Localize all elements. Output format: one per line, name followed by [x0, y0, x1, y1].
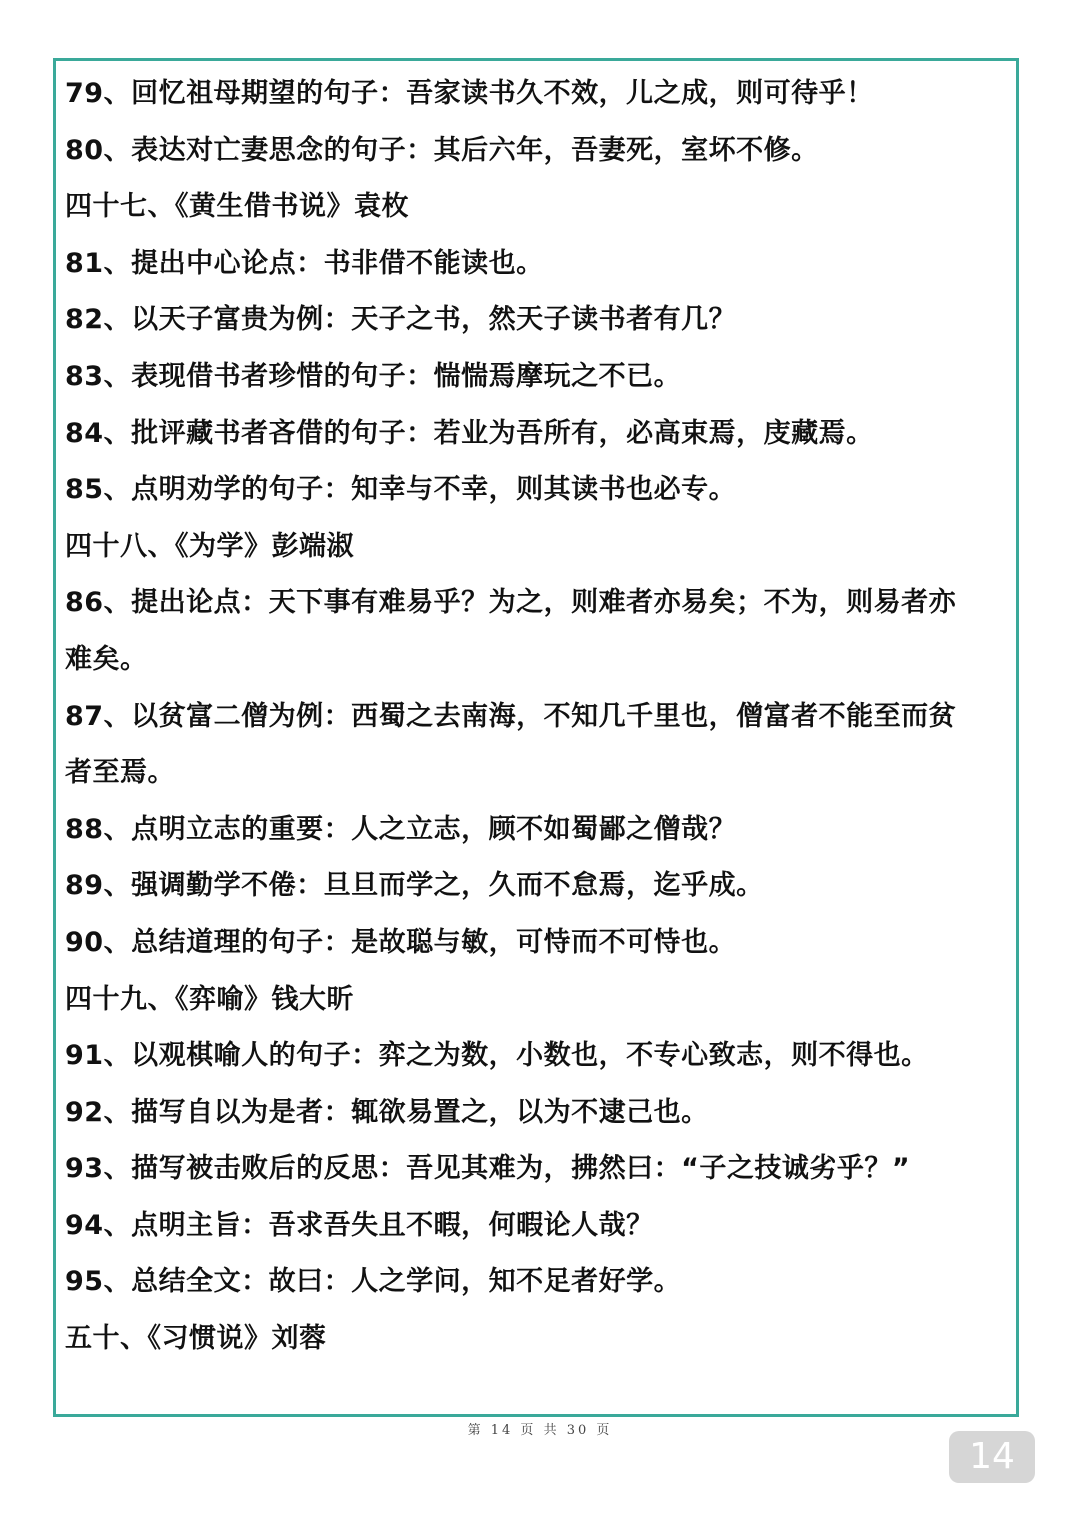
text-line: 94、点明主旨：吾求吾失且不暇，何暇论人哉？	[65, 1209, 654, 1241]
text-line: 90、总结道理的句子：是故聪与敏，可恃而不可恃也。	[65, 926, 737, 958]
section-heading: 四十八、《为学》彭端淑	[65, 530, 354, 562]
text-line: 89、强调勤学不倦：旦旦而学之，久而不怠焉，迄乎成。	[65, 870, 764, 902]
text-line: 79、回忆祖母期望的句子：吾家读书久不效，儿之成，则可待乎！	[65, 78, 874, 109]
page-number-badge: 14	[949, 1431, 1035, 1483]
text-line: 87、以贫富二僧为例：西蜀之去南海，不知几千里也，僧富者不能至而贫	[65, 700, 957, 732]
section-heading: 四十七、《黄生借书说》袁枚	[65, 191, 409, 223]
text-lines	[65, 66, 1020, 1368]
text-line: 92、描写自以为是者：辄欲易置之，以为不逮己也。	[65, 1096, 709, 1128]
text-line: 难矣。	[65, 643, 148, 675]
text-line: 88、点明立志的重要：人之立志，顾不如蜀鄙之僧哉？	[65, 813, 737, 845]
text-line: 86、提出论点：天下事有难易乎？为之，则难者亦易矣；不为，则易者亦	[65, 587, 957, 619]
text-line: 者至焉。	[65, 757, 175, 789]
text-line: 81、提出中心论点：书非借不能读也。	[65, 247, 544, 279]
text-line: 84、批评藏书者吝借的句子：若业为吾所有，必高束焉，庋藏焉。	[65, 417, 874, 449]
section-heading: 四十九、《弈喻》钱大昕	[65, 983, 354, 1015]
text-line: 93、描写被击败后的反思：吾见其难为，拂然曰：“子之技诚劣乎？”	[65, 1153, 911, 1185]
text-line: 83、表现借书者珍惜的句子：惴惴焉摩玩之不已。	[65, 360, 682, 392]
text-line: 85、点明劝学的句子：知幸与不幸，则其读书也必专。	[65, 474, 737, 506]
page-footer: 第 14 页 共 30 页	[467, 1423, 613, 1438]
text-line: 82、以天子富贵为例：天子之书，然天子读书者有几？	[65, 304, 737, 336]
text-line: 95、总结全文：故曰：人之学问，知不足者好学。	[65, 1266, 682, 1298]
text-line: 80、表达对亡妻思念的句子：其后六年，吾妻死，室坏不修。	[65, 134, 819, 166]
section-heading: 五十、《习惯说》刘蓉	[65, 1323, 327, 1355]
text-line: 91、以观棋喻人的句子：弈之为数，小数也，不专心致志，则不得也。	[65, 1040, 929, 1072]
